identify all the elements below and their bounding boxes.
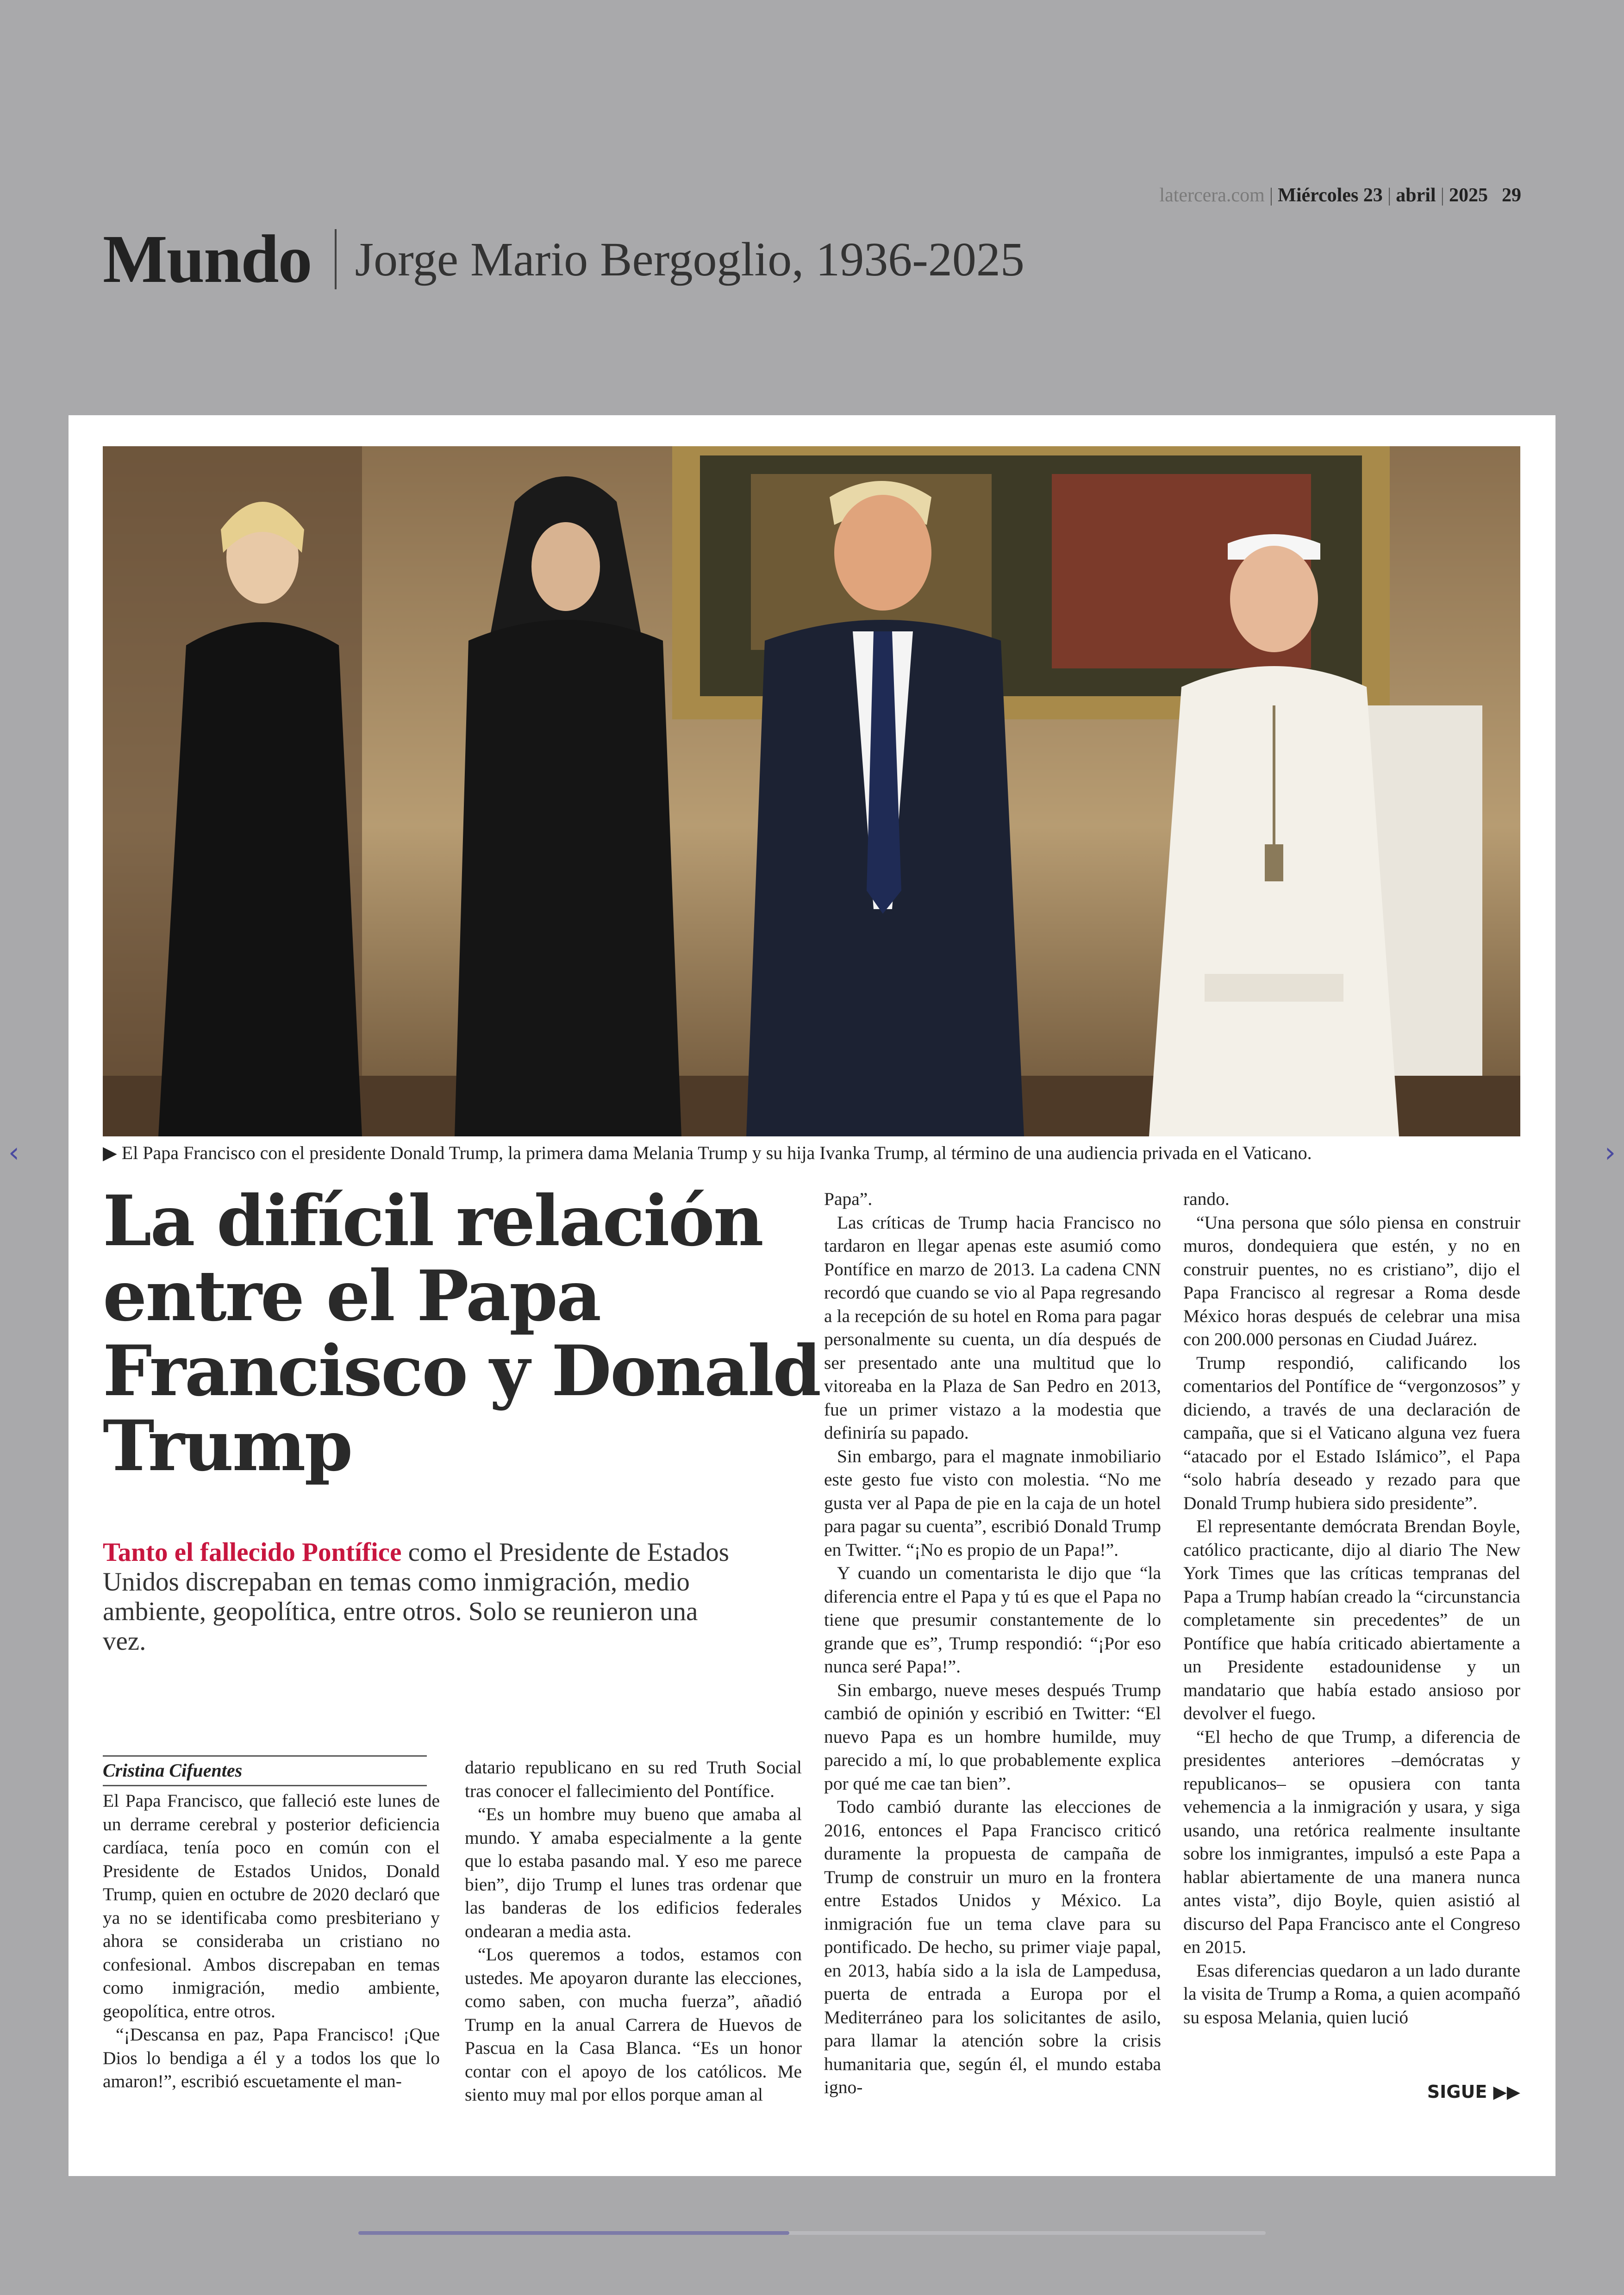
paragraph: Sin embargo, para el magnate inmobiliario este gesto fue visto con molestia. “No me gusta ver al Papa de pie en la caja de un hotel para pagar su cuenta”, escribió Donald Trump en Twitter. “¡No es propio de un Papa!”. <box>824 1446 1161 1560</box>
reading-progress-fill <box>358 2231 789 2235</box>
article-column-1 <box>103 1789 440 2093</box>
previous-page-icon[interactable]: ‹ <box>8 1136 19 1169</box>
paragraph: “Una persona que sólo piensa en construir muros, dondequiera que estén, y no en construir puentes, no es cristiano”, dijo el Papa Francisco al regresar a Roma desde México horas después de celebrar una misa con 200.000 personas en Ciudad Juárez. <box>1183 1212 1520 1349</box>
paragraph: El Papa Francisco, que falleció este lunes de un derrame cerebral y posterior deficiencia cardíaca, tenía poco en común con el Presidente de Estados Unidos, Donald Trump, quien en octubre de 2020 declaró que ya no se identificaba como presbiteriano y ahora se consideraba un cristiano no confesional. Ambos discrepaban en temas como inmigración, medio ambiente, geopolítica, entre otros. <box>103 1790 440 2021</box>
article-column-3 <box>824 1187 1161 2099</box>
article-photo <box>103 446 1520 1136</box>
date-year: 2025 <box>1449 185 1488 206</box>
section-subtitle: Jorge Mario Bergoglio, 1936-2025 <box>355 232 1024 286</box>
paragraph: El representante demócrata Brendan Boyle, católico practicante, dijo al diario The New York Times que las críticas tempranas del Papa a Trump habían creado la “circunstancia completamente sin precedentes” de un Pontífice que había criticado abiertamente a un Presidente estadounidense y un mandatario que había estado ansioso por devolver el fuego. <box>1183 1516 1520 1723</box>
section-divider <box>335 229 337 289</box>
article-column-4 <box>1183 1187 1520 2029</box>
section-header <box>103 222 1024 296</box>
article-headline: La difícil relación entre el Papa Francisco y Donald Trump <box>103 1180 820 1487</box>
date-day: Miércoles 23 <box>1278 185 1383 206</box>
next-page-icon[interactable]: › <box>1605 1136 1616 1169</box>
page-number: 29 <box>1502 185 1521 206</box>
paragraph: Las críticas de Trump hacia Francisco no tardaron en llegar apenas este asumió como Pontífice en marzo de 2013. La cadena CNN recordó que cuando se vio al Papa regresando a la recepción de su hotel en Roma para pagar personalmente su cuenta, un día después de ser presentado ante una multitud que lo vitoreaba en la Plaza de San Pedro en 2013, fue un primer vistazo a la modestia que definiría su papado. <box>824 1212 1161 1443</box>
paragraph: Trump respondió, calificando los comentarios del Pontífice de “vergonzosos” y diciendo, a través de una declaración de campaña, que si el Vaticano alguna vez fuera “atacado por el Estado Islámico”, el Papa “solo habría deseado y rezado para que Donald Trump hubiera sido presidente”. <box>1183 1352 1520 1513</box>
date-month: abril <box>1396 185 1436 206</box>
paragraph: Todo cambió durante las elecciones de 2016, entonces el Papa Francisco criticó duramente la propuesta de campaña de Trump de construir un muro en la frontera entre Estados Unidos y México. La inmigración fue un tema clave para su pontificado. De hecho, su primer viaje papal, en 2013, había sido a la isla de Lampedusa, puerta de entrada a Europa por el Mediterráneo para los solicitantes de asilo, para llamar la atención sobre la crisis humanitaria que, según él, el mundo estaba igno- <box>824 1796 1161 2097</box>
paragraph: Esas diferencias quedaron a un lado durante la visita de Trump a Roma, a quien acompañó su esposa Melania, quien lució <box>1183 1960 1520 2027</box>
photo-illustration <box>103 446 1520 1136</box>
article-column-2 <box>465 1756 802 2107</box>
paragraph: “Es un hombre muy bueno que amaba al mundo. Y amaba especialmente a la gente que lo estaba pasando mal. Y eso me parece bien”, dijo Trump el lunes tras ordenar que las banderas de los edificios federales ondearan a media asta. <box>465 1804 802 1941</box>
paragraph: “¡Descansa en paz, Papa Francisco! ¡Que Dios lo bendiga a él y a todos los que lo amaron!”, escribió escuetamente el man- <box>103 2024 440 2091</box>
paragraph: Y cuando un comentarista le dijo que “la diferencia entre el Papa y tú es que el Papa no tiene que presumir constantemente de lo grande que es”, Trump respondió: “¡Por eso nunca seré Papa!”. <box>824 1563 1161 1677</box>
site-name: latercera.com <box>1159 185 1265 206</box>
paragraph: Papa”. <box>824 1189 873 1209</box>
paragraph: Sin embargo, nueve meses después Trump cambió de opinión y escribió en Twitter: “El nuevo Papa es un hombre humilde, muy parecido a mí, lo que probablemente explica por qué me cae tan bien”. <box>824 1679 1161 1794</box>
deck-highlight: Tanto el fallecido Pontífice <box>103 1538 402 1567</box>
deck-text: como el Presidente de Estados Unidos discrepaban en temas como inmigración, medio ambiente, geopolítica, entre otros. Solo se reunieron una vez. <box>103 1538 729 1656</box>
continue-label: SIGUE ▶▶ <box>1427 2082 1520 2102</box>
masthead-meta: latercera.com | Miércoles 23 | abril | 2025 29 <box>1159 185 1521 206</box>
reading-progress-bar[interactable] <box>358 2231 1266 2235</box>
section-name: Mundo <box>103 221 312 297</box>
paragraph: “El hecho de que Trump, a diferencia de presidentes anteriores –demócratas y republicanos– se opusiera con tanta vehemencia a la inmigración y usara, y siga usando, una retórica realmente insultante sobre los inmigrantes, impulsó a este Papa a hablar abiertamente de una manera nunca antes vista”, dijo Boyle, quien asistió al discurso del Papa Francisco ante el Congreso en 2015. <box>1183 1726 1520 1957</box>
newspaper-page <box>69 415 1555 2176</box>
article-deck <box>103 1538 742 1656</box>
paragraph: “Los queremos a todos, estamos con ustedes. Me apoyaron durante las elecciones, como saben, con mucha fuerza”, añadió Trump en la anual Carrera de Huevos de Pascua en la Casa Blanca. “Es un honor contar con el apoyo de los católicos. Me siento muy mal por ellos porque aman al <box>465 1944 802 2105</box>
paragraph: rando. <box>1183 1189 1230 1209</box>
paragraph: datario republicano en su red Truth Social tras conocer el fallecimiento del Pontífice. <box>465 1757 802 1801</box>
photo-caption: ▶ El Papa Francisco con el presidente Donald Trump, la primera dama Melania Trump y su hija Ivanka Trump, al término de una audiencia privada en el Vaticano. <box>103 1142 1312 1163</box>
byline: Cristina Cifuentes <box>103 1755 427 1786</box>
